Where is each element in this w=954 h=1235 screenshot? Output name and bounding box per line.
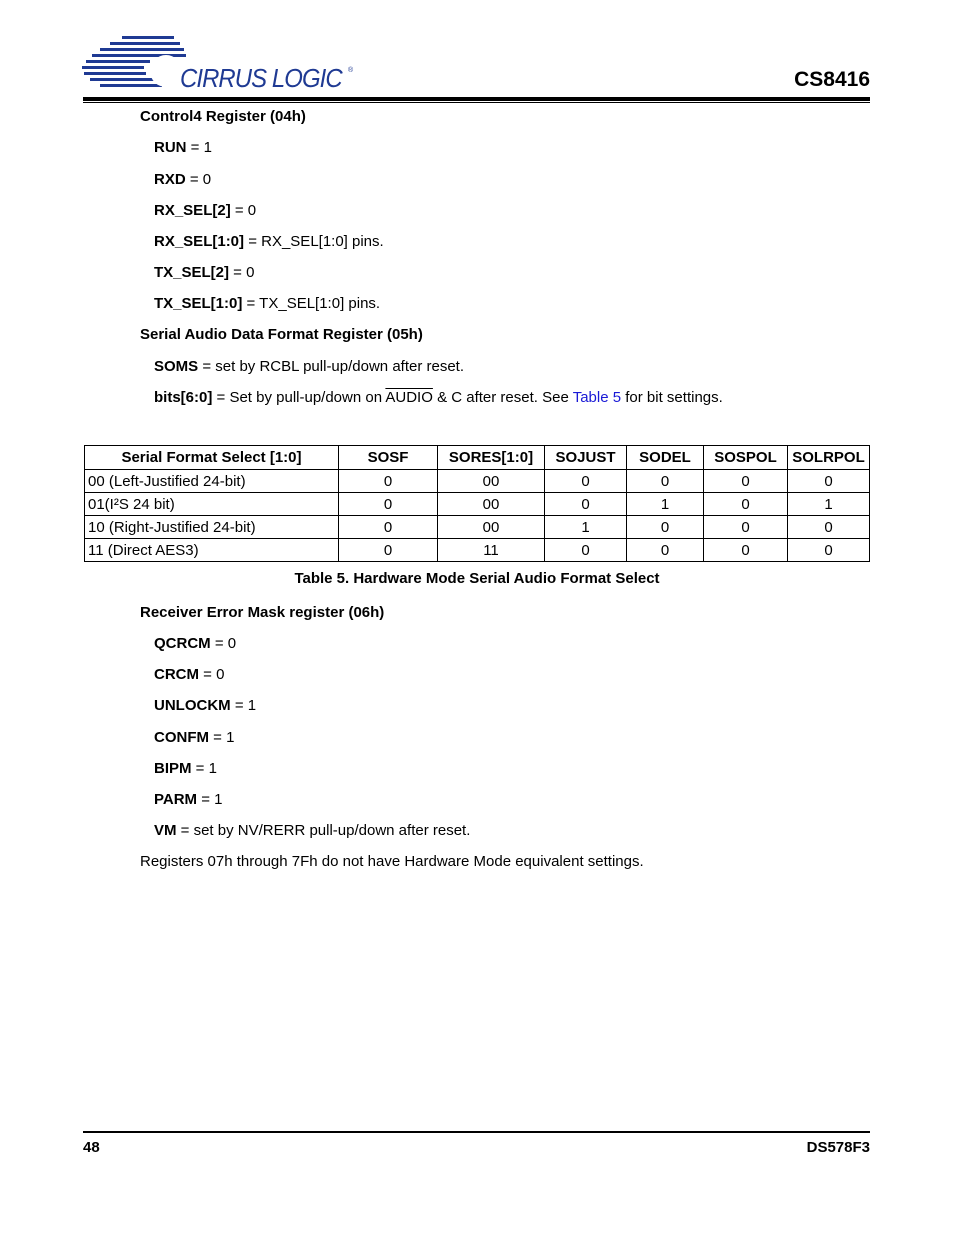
header-rule-thin [83,102,870,103]
setting-qcrcm: QCRCM = 0 [154,635,237,652]
setting-rx-sel-2: RX_SEL[2] = 0 [154,202,257,219]
table-cell: 11 (Direct AES3) [85,539,339,562]
part-number: CS8416 [794,68,870,91]
column-header: SOSF [339,446,438,470]
setting-confm: CONFM = 1 [154,729,235,746]
setting-parm: PARM = 1 [154,791,223,808]
column-header: SOJUST [545,446,627,470]
table-cell: 0 [788,539,870,562]
table-cell: 0 [788,470,870,493]
table-cell: 00 [438,516,545,539]
table-cell: 0 [339,539,438,562]
table-cell: 00 [438,470,545,493]
setting-vm: VM = set by NV/RERR pull-up/down after reset. [154,822,471,839]
table-cell: 00 (Left-Justified 24-bit) [85,470,339,493]
rx-error-mask-heading: Receiver Error Mask register (06h) [140,604,385,621]
setting-rxd: RXD = 0 [154,171,212,188]
table-cell: 10 (Right-Justified 24-bit) [85,516,339,539]
table5-link[interactable]: Table 5 [572,389,622,406]
table-cell: 0 [704,516,788,539]
table-cell: 1 [788,493,870,516]
column-header: SOLRPOL [788,446,870,470]
table-cell: 0 [545,539,627,562]
header-rule [83,97,870,101]
table-cell: 0 [627,539,704,562]
table-row [85,493,870,516]
table-cell: 1 [545,516,627,539]
table-row [85,470,870,493]
table-cell: 00 [438,493,545,516]
setting-bipm: BIPM = 1 [154,760,217,777]
table-cell: 11 [438,539,545,562]
table-cell: 0 [339,516,438,539]
setting-bits-6-0: bits[6:0] = Set by pull-up/down on AUDIO & C after reset. See Table 5 for bit settings. [154,389,723,406]
table-cell: 0 [545,493,627,516]
table-cell: 0 [545,470,627,493]
closing-note: Registers 07h through 7Fh do not have Hardware Mode equivalent settings. [140,853,644,870]
table-cell: 0 [704,539,788,562]
column-header: SOSPOL [704,446,788,470]
table-row [85,516,870,539]
column-header: SORES[1:0] [438,446,545,470]
page-number: 48 [83,1139,100,1156]
setting-crcm: CRCM = 0 [154,666,225,683]
logo-wordmark: CIRRUS LOGIC [180,63,342,93]
cirrus-logic-logo [82,33,357,95]
table-cell: 0 [788,516,870,539]
setting-soms: SOMS = set by RCBL pull-up/down after reset. [154,358,465,375]
setting-tx-sel-2: TX_SEL[2] = 0 [154,264,255,281]
table-cell: 0 [704,493,788,516]
table-cell: 0 [627,470,704,493]
table-caption: Table 5. Hardware Mode Serial Audio Format Select [294,570,660,587]
setting-unlockm: UNLOCKM = 1 [154,697,257,714]
table-cell: 0 [339,470,438,493]
serial-format-table [84,445,870,562]
column-header: SODEL [627,446,704,470]
table-header-row [85,446,870,470]
column-header: Serial Format Select [1:0] [85,446,339,470]
table-cell: 0 [704,470,788,493]
footer-rule [83,1131,870,1133]
table-cell: 01(I²S 24 bit) [85,493,339,516]
logo-swoosh-icon [82,33,192,95]
audio-pin-overline: AUDIO [385,389,433,406]
document-id: DS578F3 [806,1139,870,1156]
setting-rx-sel-1-0: RX_SEL[1:0] = RX_SEL[1:0] pins. [154,233,384,250]
serial-audio-heading: Serial Audio Data Format Register (05h) [140,326,423,343]
setting-run: RUN = 1 [154,139,212,156]
table-cell: 0 [627,516,704,539]
control4-heading: Control4 Register (04h) [140,108,306,125]
table-cell: 0 [339,493,438,516]
setting-tx-sel-1-0: TX_SEL[1:0] = TX_SEL[1:0] pins. [154,295,381,312]
table-cell: 1 [627,493,704,516]
registered-mark: ® [348,67,354,74]
table-row [85,539,870,562]
